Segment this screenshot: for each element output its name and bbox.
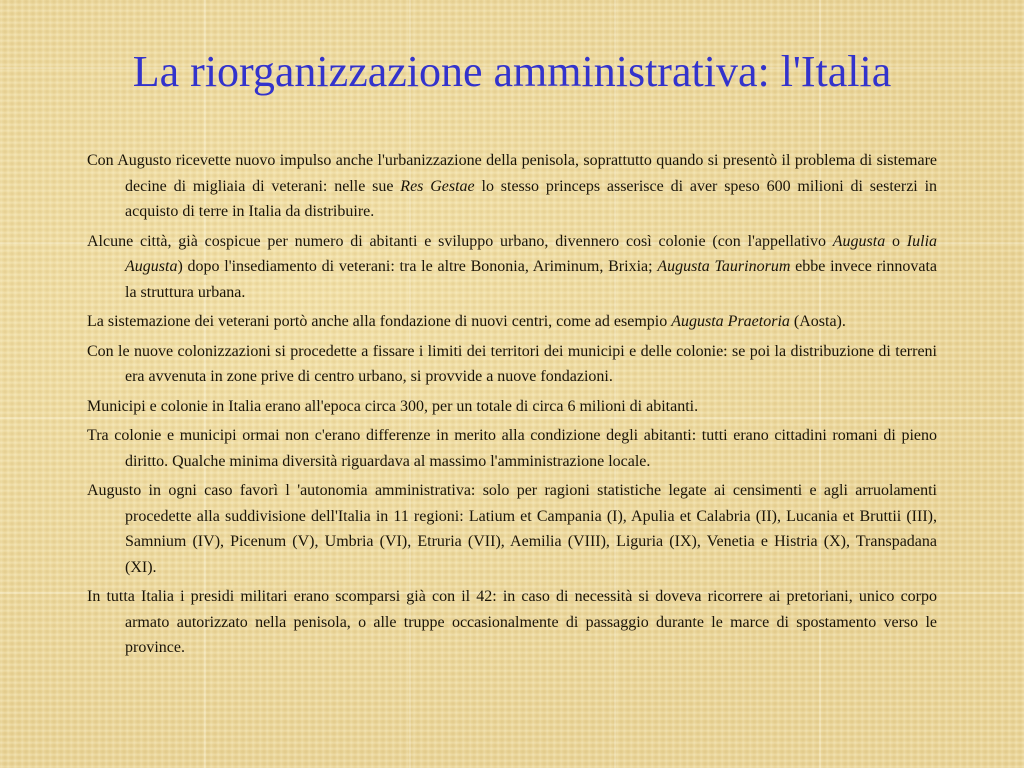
- paragraph-text: o: [885, 232, 907, 250]
- paragraph-text: Augusto in ogni caso favorì l 'autonomia amministrativa: solo per ragioni statistiche legate ai censimenti e agli arruolamenti procedette alla suddivisione dell'Italia in 11 regioni: Latium et Campania (I), Apulia et Calabria (II), Lucania et Bruttii (III), Samnium (IV), Picenum (V), Umbria (VI), Etruria (VII), Aemilia (VIII), Liguria (IX), Venetia e Histria (X), Transpadana (XI).: [87, 482, 937, 576]
- body-paragraph: [87, 339, 937, 390]
- body-paragraph: [87, 309, 937, 335]
- body-paragraph: [87, 394, 937, 420]
- paragraph-text: ) dopo l'insediamento di veterani: tra le altre Bononia, Ariminum, Brixia;: [177, 258, 658, 275]
- body-paragraph: [87, 478, 937, 580]
- body-paragraph: [87, 229, 937, 306]
- paragraph-text: (Aosta).: [789, 313, 846, 330]
- paragraph-text: ebbe invece rinnovata la struttura urbana.: [125, 258, 938, 301]
- paragraph-text: Con Augusto ricevette nuovo impulso anche l'urbanizzazione della penisola, soprattutto quando si presentò il problema di sistemare decine di migliaia di veterani: nelle sue: [87, 152, 937, 195]
- italic-term: Augusta Taurinorum: [657, 258, 791, 275]
- italic-term: Res Gestae: [400, 177, 475, 195]
- paragraph-text: La sistemazione dei veterani portò anche alla fondazione di nuovi centri, come ad esempio: [87, 313, 672, 330]
- italic-term: Iulia Augusta: [125, 232, 938, 275]
- paragraph-text: lo stesso princeps asserisce di aver speso 600 milioni di sesterzi in acquisto di terre in Italia da distribuire.: [125, 177, 938, 220]
- paragraph-text: Con le nuove colonizzazioni si procedette a fissare i limiti dei territori dei municipi e delle colonie: se poi la distribuzione di terreni era avvenuta in zone prive di centro urbano, si provvide a nuove fondazioni.: [87, 342, 937, 385]
- paragraph-text: In tutta Italia i presidi militari erano scomparsi già con il 42: in caso di necessità si doveva ricorrere ai pretoriani, unico corpo armato autorizzato nella penisola, o alle truppe occasionalmente di passaggio durante le marce di spostamento verso le province.: [87, 588, 937, 656]
- italic-term: Augusta Praetoria: [671, 313, 790, 330]
- slide-body: [87, 148, 937, 665]
- slide-title: La riorganizzazione amministrativa: l'Italia: [132, 47, 892, 96]
- body-paragraph: [87, 148, 937, 225]
- paragraph-text: Municipi e colonie in Italia erano all'epoca circa 300, per un totale di circa 6 milioni di abitanti.: [87, 397, 699, 415]
- italic-term: Augusta: [832, 232, 886, 250]
- paragraph-text: Alcune città, già cospicue per numero di abitanti e sviluppo urbano, divennero così colonie (con l'appellativo: [87, 232, 833, 250]
- paragraph-text: Tra colonie e municipi ormai non c'erano differenze in merito alla condizione degli abitanti: tutti erano cittadini romani di pieno diritto. Qualche minima diversità riguardava al massimo l'amministrazione locale.: [87, 427, 937, 470]
- body-paragraph: [87, 584, 937, 661]
- body-paragraph: [87, 423, 937, 474]
